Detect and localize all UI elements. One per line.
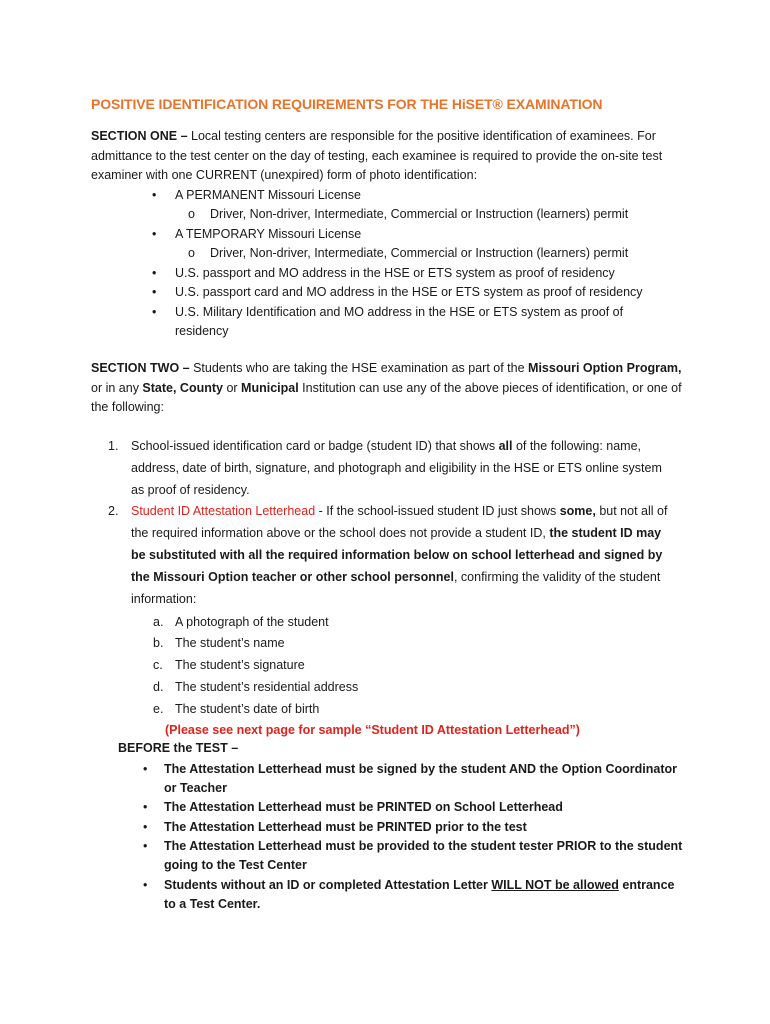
sub-item: The student’s residential address <box>175 680 359 694</box>
section-one-label: SECTION ONE – <box>91 129 188 143</box>
sub-bullet-mark: o <box>188 207 195 221</box>
requirement-item: The Attestation Letterhead must be PRINTED on School Letterhead <box>164 800 563 814</box>
bullet-mark: • <box>143 762 148 776</box>
list-item-continuation: residency <box>175 324 229 338</box>
section-one-intro <box>91 127 691 186</box>
list-item: Driver, Non-driver, Intermediate, Commercial or Instruction (learners) permit <box>210 207 629 221</box>
requirement-item: The Attestation Letterhead must be signed by the student AND the Option Coordinator or Teacher <box>164 762 677 795</box>
section-two-label: SECTION TWO – <box>91 361 190 375</box>
list-item-1: School-issued identification card or badge (student ID) that shows all of the following: name, address, date of birth, signature, and photograph and eligibility in the HSE or ETS online system as proof of residency. <box>131 439 662 497</box>
bullet-mark: • <box>152 188 157 202</box>
requirement-item: The Attestation Letterhead must be provided to the student tester PRIOR to the student going to the Test Center <box>164 839 683 872</box>
bullet-mark: • <box>152 305 157 319</box>
sample-note: (Please see next page for sample “Student ID Attestation Letterhead”) <box>165 723 580 737</box>
list-number: 1. <box>108 439 119 453</box>
list-number: 2. <box>108 504 119 518</box>
bullet-mark: • <box>143 800 148 814</box>
list-item: A TEMPORARY Missouri License <box>175 227 362 241</box>
sub-item: The student’s date of birth <box>175 702 320 716</box>
sub-item-letter: b. <box>153 636 164 650</box>
section-one-text: Local testing centers are responsible for the positive identification of examinees. For admittance to the test center on the day of testing, each examinee is required to provide the on-site test examiner with one CURRENT (unexpired) form of photo identification: <box>91 129 663 182</box>
list-item: U.S. passport card and MO address in the HSE or ETS system as proof of residency <box>175 285 643 299</box>
sub-item-letter: a. <box>153 615 164 629</box>
bullet-mark: • <box>143 839 148 853</box>
list-item: A PERMANENT Missouri License <box>175 188 361 202</box>
sub-item: A photograph of the student <box>175 615 329 629</box>
bullet-mark: • <box>143 820 148 834</box>
before-test-heading: BEFORE the TEST – <box>118 741 239 755</box>
sub-item: The student’s signature <box>175 658 305 672</box>
requirement-item: The Attestation Letterhead must be PRINTED prior to the test <box>164 820 527 834</box>
not-allowed-emphasis: WILL NOT be allowed <box>491 878 619 892</box>
requirement-item: Students without an ID or completed Attestation Letter WILL NOT be allowed entrance to a Test Center. <box>164 878 675 911</box>
bullet-mark: • <box>152 285 157 299</box>
section-two-intro: SECTION TWO – Students who are taking the HSE examination as part of the Missouri Option Program, or in any State, County or Municipal Institution can use any of the above pieces of identification, or one of the following: <box>91 361 682 414</box>
list-item: Driver, Non-driver, Intermediate, Commercial or Instruction (learners) permit <box>210 246 629 260</box>
bullet-mark: • <box>143 878 148 892</box>
list-item-2: Student ID Attestation Letterhead - If the school-issued student ID just shows some, but not all of the required information above or the school does not provide a student ID, the student ID may be substituted with all the required information below on school letterhead and signed by the Missouri Option teacher or other school personnel, confirming the validity of the student information: <box>131 504 668 606</box>
sub-item-letter: e. <box>153 702 164 716</box>
attestation-letterhead-label: Student ID Attestation Letterhead <box>131 504 316 518</box>
bullet-mark: • <box>152 266 157 280</box>
sub-item-letter: d. <box>153 680 164 694</box>
sub-item: The student’s name <box>175 636 285 650</box>
page-title: POSITIVE IDENTIFICATION REQUIREMENTS FOR THE HiSET® EXAMINATION <box>91 96 603 112</box>
list-item: U.S. passport and MO address in the HSE or ETS system as proof of residency <box>175 266 615 280</box>
sub-item-letter: c. <box>153 658 163 672</box>
list-item: U.S. Military Identification and MO address in the HSE or ETS system as proof of <box>175 305 624 319</box>
bullet-mark: • <box>152 227 157 241</box>
sub-bullet-mark: o <box>188 246 195 260</box>
